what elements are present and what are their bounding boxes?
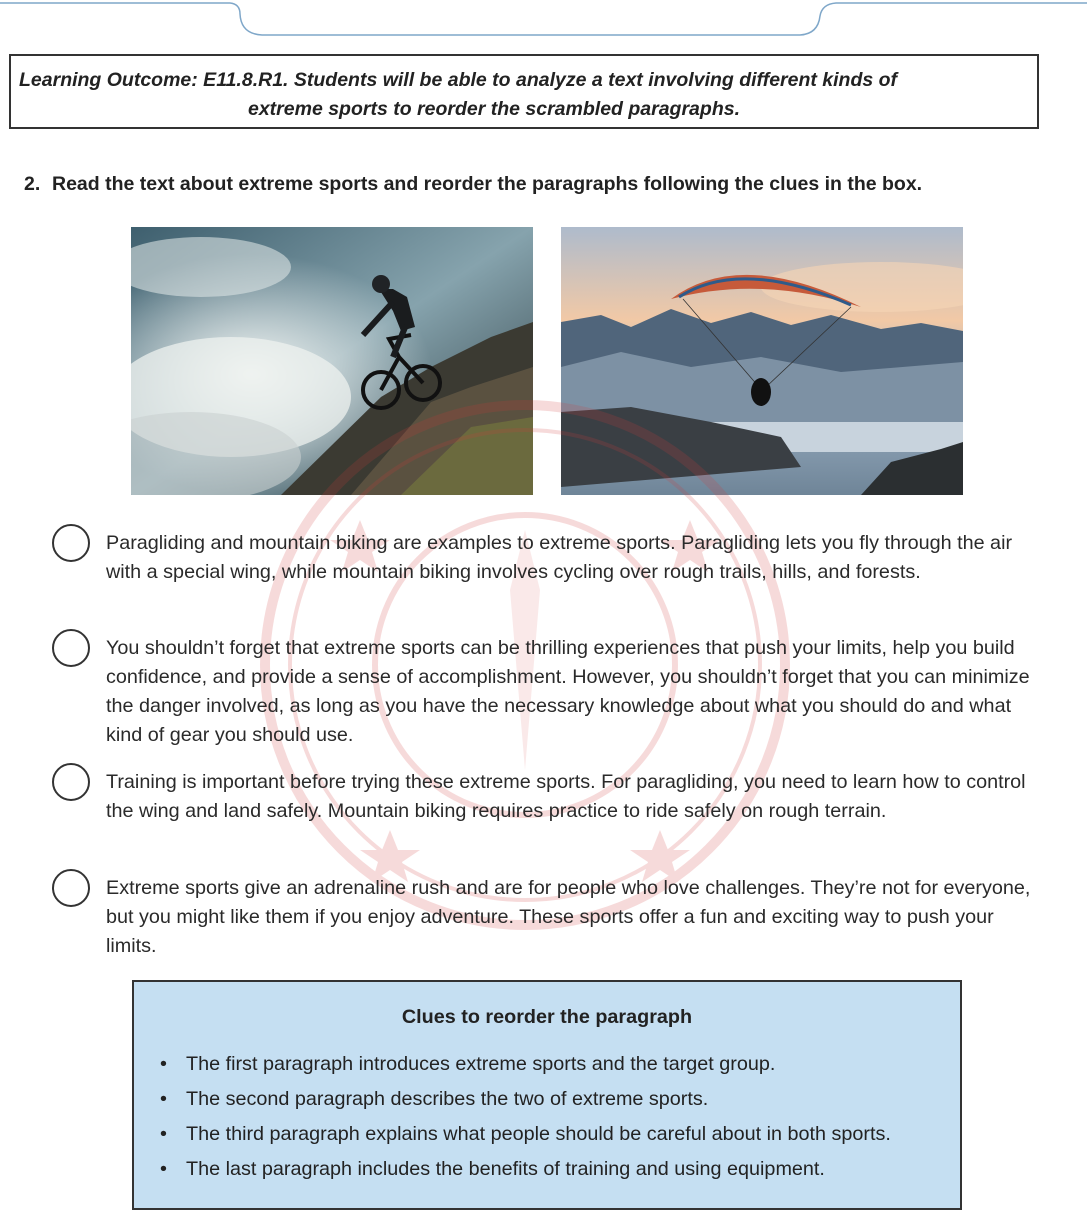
order-circle[interactable] xyxy=(52,763,90,801)
clue-text: The third paragraph explains what people should be careful about in both sports. xyxy=(186,1123,891,1145)
learning-outcome-line1: Learning Outcome: E11.8.R1. Students will be able to analyze a text involving different kinds of xyxy=(19,69,898,91)
bullet-icon: • xyxy=(160,1123,167,1145)
task-instruction xyxy=(24,173,922,196)
paragraph-text: You shouldn’t forget that extreme sports can be thrilling experiences that push your limits, help you build confidence, and provide a sense of accomplishment. However, you shouldn’t forget that you can minimize the danger involved, as long as you have the necessary knowledge about what you should do and what kind of gear you should use. xyxy=(106,637,1030,746)
order-circle[interactable] xyxy=(52,629,90,667)
task-text: Read the text about extreme sports and reorder the paragraphs following the clues in the box. xyxy=(52,173,923,195)
clue-text: The first paragraph introduces extreme sports and the target group. xyxy=(186,1053,776,1075)
clue-text: The last paragraph includes the benefits of training and using equipment. xyxy=(186,1158,825,1180)
task-number: 2. xyxy=(24,173,41,195)
clue-text: The second paragraph describes the two of extreme sports. xyxy=(186,1088,709,1110)
clues-box xyxy=(132,980,962,1210)
mountain-biking-photo xyxy=(131,227,533,495)
clues-title: Clues to reorder the paragraph xyxy=(401,1006,693,1028)
learning-outcome-box xyxy=(9,54,1039,129)
bullet-icon: • xyxy=(160,1053,167,1075)
paragraph-text: Paragliding and mountain biking are examples to extreme sports. Paragliding lets you fly through the air with a special wing, while mountain biking involves cycling over rough trails, hills, and forests. xyxy=(106,532,1013,583)
header-decoration xyxy=(0,0,1087,40)
paragraph-text: Extreme sports give an adrenaline rush and are for people who love challenges. They’re not for everyone, but you might like them if you enjoy adventure. These sports offer a fun and exciting way to push your limits. xyxy=(106,877,1031,957)
paragraph-text: Training is important before trying these extreme sports. For paragliding, you need to learn how to control the wing and land safely. Mountain biking requires practice to ride safely on rough terrain. xyxy=(106,771,1026,822)
order-circle[interactable] xyxy=(52,869,90,907)
order-circle[interactable] xyxy=(52,524,90,562)
paragliding-photo xyxy=(561,227,963,495)
bullet-icon: • xyxy=(160,1158,167,1180)
learning-outcome-line2: extreme sports to reorder the scrambled paragraphs. xyxy=(247,98,740,120)
bullet-icon: • xyxy=(160,1088,167,1110)
